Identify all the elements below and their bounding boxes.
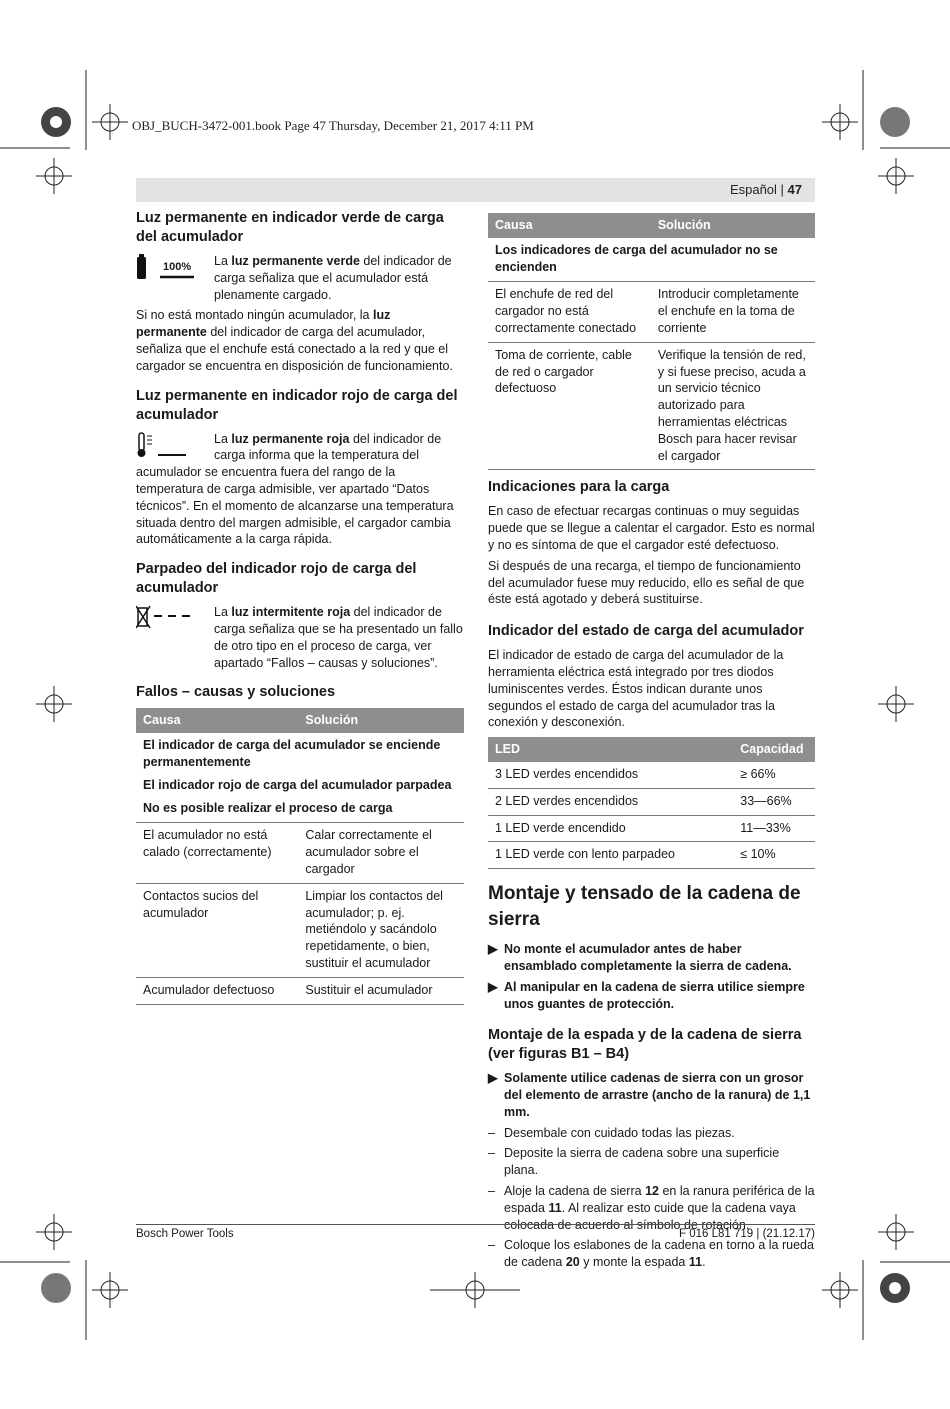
section-title-bar-chain: Montaje de la espada y de la cadena de sierra (ver figuras B1 – B4) — [488, 1027, 802, 1063]
warning-item: ▶ No monte el acumulador antes de haber ensamblado completamente la sierra de cadena. — [488, 942, 792, 973]
footer-rule — [136, 1224, 815, 1225]
footer-publisher: Bosch Power Tools — [136, 1228, 234, 1240]
green-led-paragraph: Si no está montado ningún acumulador, la luz permanente del indicador de carga del acumulador, señaliza que el enchufe está conectado a la red y que el cargador se encuentra en disposición de funcionamiento. — [136, 308, 453, 373]
section-title-red-blink: Parpadeo del indicador rojo de carga del acumulador — [136, 561, 417, 597]
section-title-green-led: Luz permanente en indicador verde de carga del acumulador — [136, 210, 444, 245]
running-header: Español | 47 — [729, 182, 802, 197]
col-header-cause: Causa — [488, 213, 651, 238]
green-led-text: La luz permanente verde del indicador de carga señaliza que el acumulador está plenamente cargado. — [214, 254, 452, 302]
span-row: No es posible realizar el proceso de carga — [136, 796, 464, 823]
header-language: Español — [729, 182, 777, 197]
table-row: 2 LED verdes encendidos 33—66% — [488, 788, 815, 815]
table-row: 1 LED verde con lento parpadeo ≤ 10% — [488, 842, 815, 869]
triangle-bullet-icon: ▶ — [488, 942, 498, 957]
print-slug: OBJ_BUCH-3472-001.book Page 47 Thursday, December 21, 2017 4:11 PM — [132, 118, 534, 133]
col-header-led: LED — [488, 737, 733, 762]
col-header-solution: Solución — [651, 213, 815, 238]
span-row: Los indicadores de carga del acumulador no se encienden — [488, 238, 815, 282]
charging-paragraph-2: Si después de una recarga, el tiempo de funcionamiento del acumulador fuese muy reducido, ello es señal de que éste está agotado y deberá sustituirse. — [488, 558, 805, 607]
col-header-cause: Causa — [136, 708, 298, 733]
section-title-charge-indicator: Indicador del estado de carga del acumulador — [488, 623, 804, 640]
step-item: – Deposite la sierra de cadena sobre una superficie plana. — [488, 1146, 780, 1178]
table-row: Toma de corriente, cable de red o cargador defectuoso Verifique la tensión de red, y si fuese preciso, acuda a un servicio técnico autorizado para herramientas eléctricas Bosch para hacer revisar el cargador — [488, 342, 815, 470]
col-header-solution: Solución — [298, 708, 464, 733]
span-row: El indicador de carga del acumulador se enciende permanentemente — [143, 738, 441, 769]
section-title-red-led: Luz permanente en indicador rojo de carga del acumulador — [136, 387, 458, 423]
thermometer-icon — [136, 431, 214, 463]
red-led-block: La luz permanente roja del indicador de carga informa que la temperatura del acumulador se encuentra fuera del rango de la temperatura de carga admisible, ver apartado “Datos técnicos”. En el momento de alcanzarse una temperatura situada dentro del margen admisible, el cargador cambia automáticamente a la carga rápida. — [136, 431, 454, 547]
triangle-bullet-icon: ▶ — [488, 1071, 498, 1086]
col-header-capacity: Capacidad — [733, 737, 815, 762]
table-row: Acumulador defectuoso Sustituir el acumulador — [136, 977, 464, 1004]
step-item: – Aloje la cadena de sierra 12 en la ranura periférica de la espada 11. Al realizar esto cuide que la cadena vaya colocada de acuerdo al símbolo de rotación. — [488, 1184, 815, 1232]
faults-table-continued — [488, 213, 815, 470]
step-item: – Desembale con cuidado todas las piezas. — [488, 1125, 735, 1140]
warning-item: ▶ Solamente utilice cadenas de sierra con un grosor del elemento de arrastre (ancho de la ranura) de 1,1 mm. — [488, 1071, 811, 1119]
right-column — [488, 213, 815, 1275]
red-blink-text: La luz intermitente roja del indicador de carga señaliza que se ha presentado un fallo de otro tipo en el proceso de carga, ver apartado “Fallos – causas y soluciones”. — [214, 605, 463, 670]
red-blink-row — [136, 604, 464, 671]
battery-percent-label: 100% — [163, 261, 192, 273]
table-row: 1 LED verde encendido 11—33% — [488, 815, 815, 842]
table-row: El acumulador no está calado (correctamente) Calar correctamente el acumulador sobre el cargador — [136, 823, 464, 883]
green-led-row — [136, 253, 464, 303]
charging-paragraph-1: En caso de efectuar recargas continuas o muy seguidas puede que se llegue a calentar el cargador. Esto es normal y no es síntoma de que el cargador esté defectuoso. — [488, 504, 815, 552]
triangle-bullet-icon: ▶ — [488, 979, 498, 994]
span-row: El indicador rojo de carga del acumulador parpadea — [143, 777, 452, 792]
warning-item: ▶ Al manipular en la cadena de sierra utilice siempre unos guantes de protección. — [488, 979, 805, 1011]
section-title-faults: Fallos – causas y soluciones — [136, 684, 336, 701]
charge-indicator-paragraph: El indicador de estado de carga del acumulador de la herramienta eléctrica está integrado por tres diodos luminiscentes verdes. Éstos indican durante unos segundos el estado de carga del acumulador tras la conexión y desconexión. — [488, 648, 784, 730]
table-row: 3 LED verdes encendidos ≥ 66% — [488, 762, 815, 788]
header-bar — [136, 178, 815, 202]
battery-full-icon — [136, 253, 214, 293]
led-capacity-table — [488, 737, 815, 869]
section-title-chain-mounting: Montaje y tensado de la cadena de sierra — [488, 883, 801, 931]
step-item: – Coloque los eslabones de la cadena en torno a la rueda de cadena 20 y monte la espada 11. — [488, 1238, 814, 1270]
faults-table — [136, 708, 464, 1004]
table-row: El enchufe de red del cargador no está correctamente conectado Introducir completamente el enchufe en la toma de corriente — [488, 282, 815, 342]
left-column — [136, 209, 464, 1005]
page-number: 47 — [787, 182, 802, 197]
section-title-charging-notes: Indicaciones para la carga — [488, 479, 670, 496]
battery-error-icon — [136, 604, 214, 644]
footer-doc-number: F 016 L81 719 | (21.12.17) — [679, 1228, 815, 1240]
table-row: Contactos sucios del acumulador Limpiar los contactos del acumulador; p. ej. metiéndolo y sacándolo repetidamente, o bien, sustituir el acumulador — [136, 883, 464, 977]
